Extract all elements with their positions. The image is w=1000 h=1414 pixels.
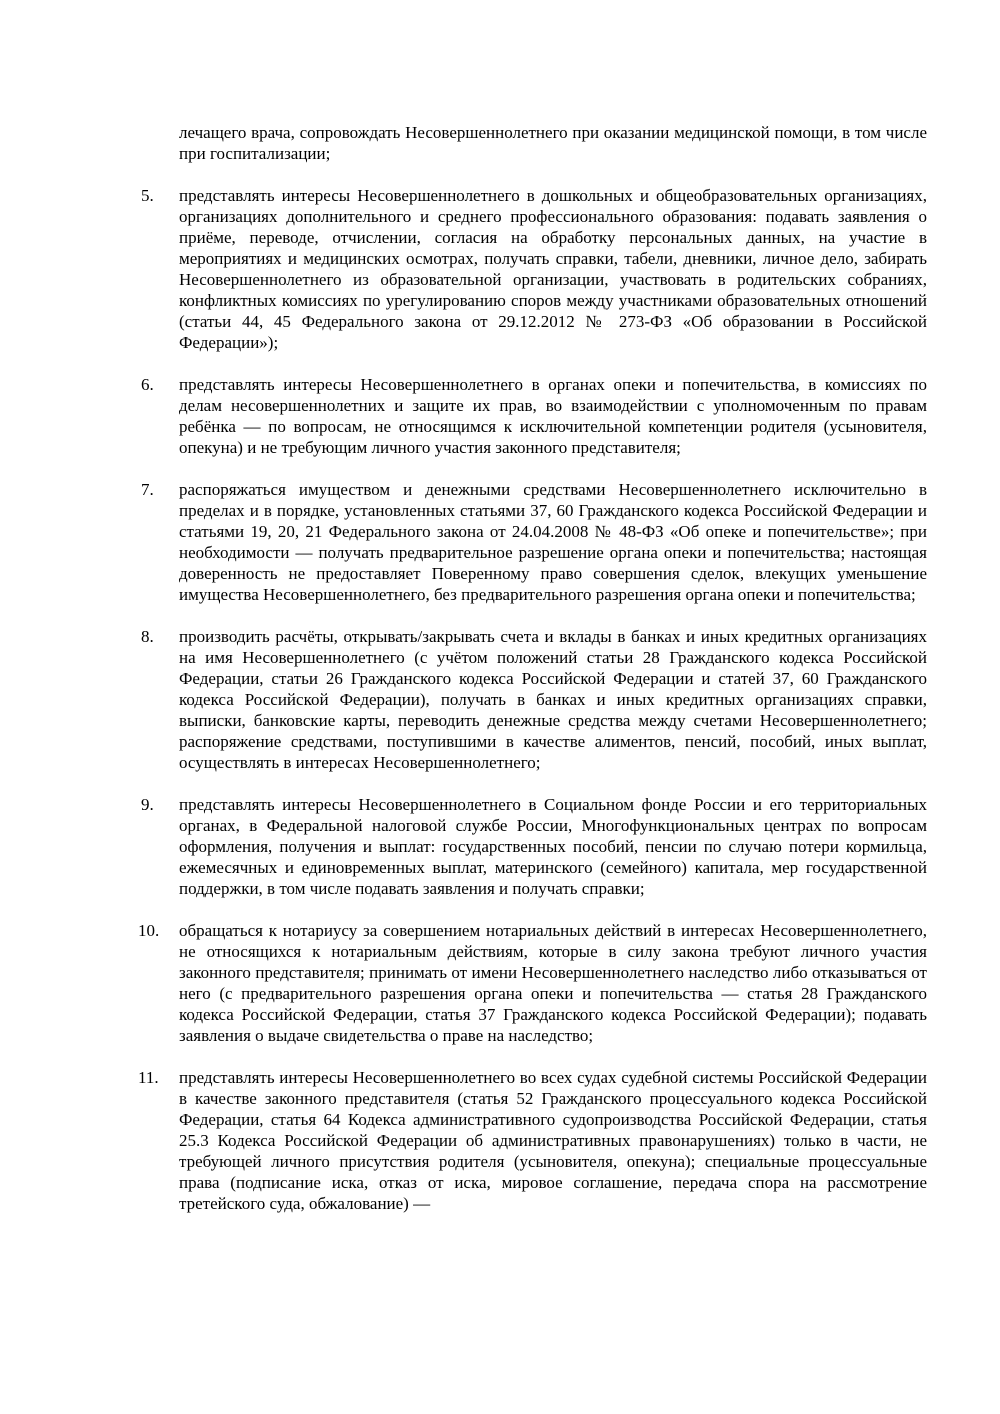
item-text: распоряжаться имуществом и денежными средствами Несовершеннолетнего исключительно в пределах и в порядке, установленных статьями 37, 60 Гражданского кодекса Российской Федерации и статьями 19, 20, 21 Федерального закона от 24.04.2008 № 48-ФЗ «Об опеке и попечительстве»; при необходимости — получать предварительное разрешение органа опеки и попечительства; настоящая доверенность не предоставляет Поверенному право совершения сделок, влекущих уменьшение имущества Несовершеннолетнего, без предварительного разрешения органа опеки и попечительства;: [179, 480, 927, 604]
item-text: представлять интересы Несовершеннолетнего в Социальном фонде России и его территориальных органах, в Федеральной налоговой службе России, Многофункциональных центрах по вопросам оформления, получения и выплат: государственных пособий, пенсии по случаю потери кормильца, ежемесячных и единовременных выплат, материнского (семейного) капитала, мер государственной поддержки, в том числе подавать заявления и получать справки;: [179, 795, 927, 898]
list-item: [138, 1067, 927, 1214]
item-number: 6.: [141, 375, 154, 394]
list-item: [138, 920, 927, 1046]
item-number: 8.: [141, 627, 154, 646]
item-text: представлять интересы Несовершеннолетнего в дошкольных и общеобразовательных организациях, организациях дополнительного и среднего профессионального образования: подавать заявления о приёме, переводе, отчислении, согласия на обработку персональных данных, на участие в мероприятиях и медицинских осмотрах, получать справки, табели, дневники, личное дело, забирать Несовершеннолетнего из образовательной организации, участвовать в родительских собраниях, конфликтных комиссиях по урегулированию споров между участниками образовательных отношений (статьи 44, 45 Федерального закона от 29.12.2012 № 273-ФЗ «Об образовании в Российской Федерации»);: [179, 186, 927, 352]
item-number: 5.: [141, 186, 154, 205]
item-text: обращаться к нотариусу за совершением нотариальных действий в интересах Несовершеннолетнего, не относящихся к нотариальным действиям, которые в силу закона требуют личного участия законного представителя; принимать от имени Несовершеннолетнего наследство либо отказываться от него (с предварительного разрешения органа опеки и попечительства — статья 28 Гражданского кодекса Российской Федерации, статья 37 Гражданского кодекса Российской Федерации); подавать заявления о выдаче свидетельства о праве на наследство;: [179, 921, 927, 1045]
item-text: производить расчёты, открывать/закрывать счета и вклады в банках и иных кредитных организациях на имя Несовершеннолетнего (с учётом положений статьи 28 Гражданского кодекса Российской Федерации, статьи 26 Гражданского кодекса Российской Федерации и статей 37, 60 Гражданского кодекса Российской Федерации), получать в банках и иных кредитных организациях справки, выписки, банковские карты, переводить денежные средства между счетами Несовершеннолетнего; распоряжение средствами, поступившими в качестве алиментов, пенсий, пособий, иных выплат, осуществлять в интересах Несовершеннолетнего;: [179, 627, 927, 772]
list-item: [141, 185, 927, 353]
item-number: 7.: [141, 480, 154, 499]
document-body: [138, 122, 927, 1235]
continuation-text: лечащего врача, сопровождать Несовершеннолетнего при оказании медицинской помощи, в том числе при госпитализации;: [179, 123, 927, 163]
list-item: [141, 626, 927, 773]
item-number: 9.: [141, 795, 154, 814]
list-item: [141, 479, 927, 605]
item-number: 10.: [138, 921, 160, 940]
list-item: [141, 374, 927, 458]
list-item: [141, 794, 927, 899]
item-text: представлять интересы Несовершеннолетнего во всех судах судебной системы Российской Федерации в качестве законного представителя (статья 52 Гражданского процессуального кодекса Российской Федерации, статья 64 Кодекса административного судопроизводства Российской Федерации, статья 25.3 Кодекса Российской Федерации об административных правонарушениях) только в части, не требующей личного присутствия родителя (усыновителя, опекуна); специальные процессуальные права (подписание иска, отказ от иска, мировое соглашение, передача спора на рассмотрение третейского суда, обжалование) —: [179, 1068, 927, 1213]
item-text: представлять интересы Несовершеннолетнего в органах опеки и попечительства, в комиссиях по делам несовершеннолетних и защите их прав, во взаимодействии с уполномоченным по правам ребёнка — по вопросам, не относящимся к исключительной компетенции родителя (усыновителя, опекуна) и не требующим личного участия законного представителя;: [179, 375, 927, 457]
item-number: 11.: [138, 1068, 159, 1087]
continuation-paragraph: [141, 122, 927, 164]
